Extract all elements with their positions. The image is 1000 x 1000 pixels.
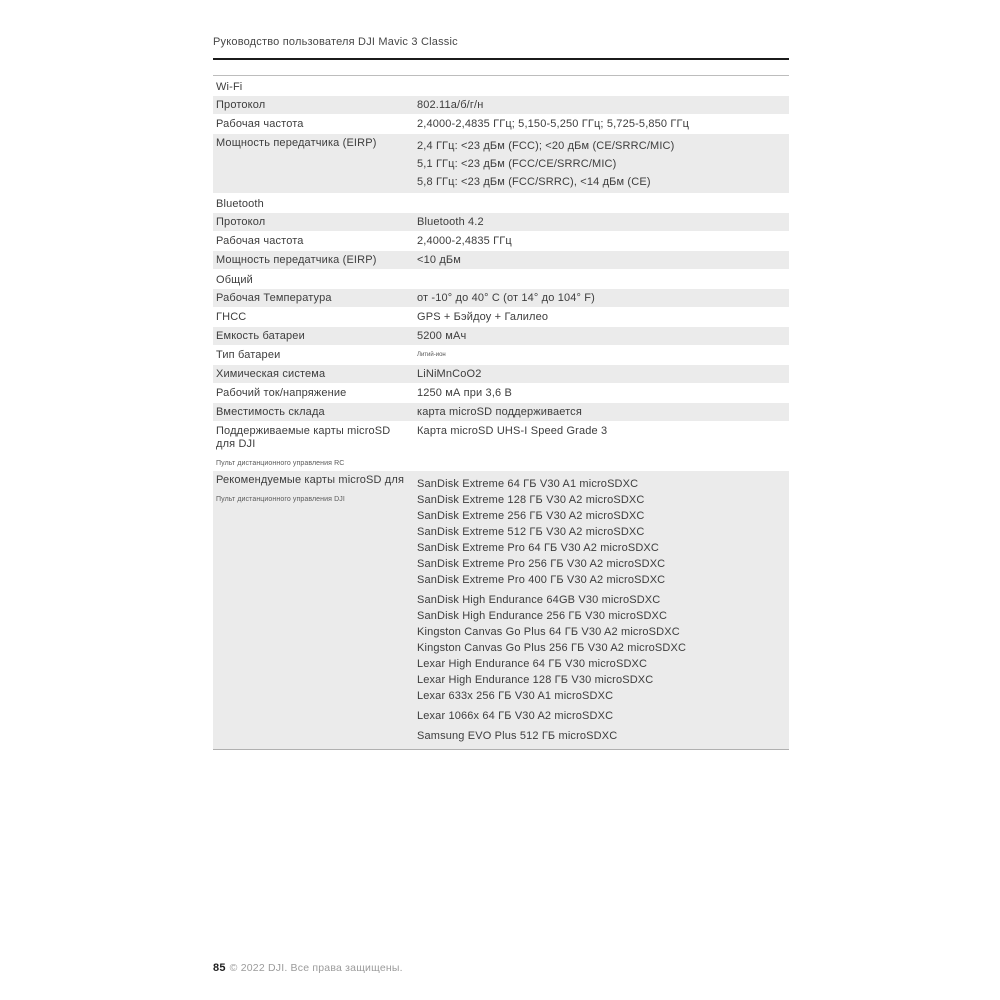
row-label-cell: [213, 96, 415, 114]
row-label: Мощность передатчика (EIRP): [216, 137, 377, 149]
row-label: Протокол: [216, 99, 266, 111]
spec-row: [213, 251, 789, 269]
row-value: SanDisk Extreme Pro 256 ГБ V30 A2 microSDXC: [417, 558, 666, 570]
spec-row: [213, 422, 789, 470]
row-value: SanDisk High Endurance 64GB V30 microSDXC: [417, 594, 661, 606]
row-value-cell: [415, 96, 789, 114]
section-title: Bluetooth: [216, 198, 264, 210]
row-value-cell: [415, 365, 789, 383]
row-value: Lexar High Endurance 128 ГБ V30 microSDXC: [417, 674, 654, 686]
row-label-cell: [213, 327, 415, 345]
row-value-cell: [415, 115, 789, 133]
row-label: Мощность передатчика (EIRP): [216, 254, 377, 266]
row-label-cell: [213, 365, 415, 383]
row-label-cell: [213, 115, 415, 133]
spec-row: [213, 471, 789, 750]
row-label-cell: [213, 422, 415, 470]
row-label: Рекомендуемые карты microSD для: [216, 474, 405, 486]
row-value: Литий-ион: [417, 352, 446, 358]
row-value: <10 дБм: [417, 254, 461, 266]
spec-row: [213, 213, 789, 231]
spec-row: [213, 289, 789, 307]
row-label-cell: [213, 384, 415, 402]
row-value-cell: [415, 134, 789, 193]
row-label-cell: [213, 346, 415, 364]
row-value: SanDisk Extreme 64 ГБ V30 A1 microSDXC: [417, 478, 639, 490]
row-value-cell: [415, 403, 789, 421]
section-header: [213, 270, 789, 288]
spec-table: [213, 77, 789, 750]
row-label-cell: [213, 289, 415, 307]
row-label: ГНСС: [216, 311, 247, 323]
spec-row: [213, 115, 789, 133]
row-label-cell: [213, 213, 415, 231]
row-value: Lexar High Endurance 64 ГБ V30 microSDXC: [417, 658, 648, 670]
row-value: Kingston Canvas Go Plus 256 ГБ V30 A2 microSDXC: [417, 642, 687, 654]
row-value: Lexar 1066x 64 ГБ V30 A2 microSDXC: [417, 710, 614, 722]
row-label-cell: [213, 134, 415, 193]
row-value-cell: [415, 232, 789, 250]
section-header: [213, 77, 789, 95]
section-title: Общий: [216, 274, 253, 286]
row-label-cell: [213, 308, 415, 326]
spec-row: [213, 134, 789, 193]
row-label: Протокол: [216, 216, 266, 228]
spec-row: [213, 96, 789, 114]
row-label: Рабочий ток/напряжение: [216, 387, 347, 399]
row-value-cell: [415, 213, 789, 231]
row-label: Тип батареи: [216, 349, 281, 361]
row-value: 2,4 ГГц: <23 дБм (FCC); <20 дБм (CE/SRRC/MIC): [417, 140, 675, 152]
row-value: SanDisk High Endurance 256 ГБ V30 microSDXC: [417, 610, 668, 622]
page-content: [213, 0, 789, 750]
doc-header-title: Руководство пользователя DJI Mavic 3 Classic: [213, 36, 458, 48]
row-value: LiNiMnCoO2: [417, 368, 482, 380]
section-header: [213, 194, 789, 212]
row-label-note: Пульт дистанционного управления DJI: [216, 496, 345, 503]
row-value: 2,4000-2,4835 ГГц: [417, 235, 512, 247]
row-value-cell: [415, 384, 789, 402]
row-value-cell: [415, 289, 789, 307]
row-value: Bluetooth 4.2: [417, 216, 484, 228]
row-label: Поддерживаемые карты microSD для DJI: [216, 425, 391, 450]
spec-row: [213, 384, 789, 402]
spec-row: [213, 232, 789, 250]
row-label-cell: [213, 471, 415, 749]
row-value: SanDisk Extreme 256 ГБ V30 A2 microSDXC: [417, 510, 645, 522]
row-value-cell: [415, 308, 789, 326]
row-label-note: Пульт дистанционного управления RC: [216, 460, 345, 467]
row-label-cell: [213, 251, 415, 269]
row-value-cell: [415, 471, 789, 749]
row-value: SanDisk Extreme 128 ГБ V30 A2 microSDXC: [417, 494, 645, 506]
spec-row: [213, 346, 789, 364]
row-label: Химическая система: [216, 368, 326, 380]
row-value: 5,8 ГГц: <23 дБм (FCC/SRRC), <14 дБм (CE): [417, 176, 651, 188]
section-title: Wi-Fi: [216, 81, 243, 93]
table-rule-thin: [213, 75, 789, 76]
row-value-cell: [415, 422, 789, 470]
spec-row: [213, 365, 789, 383]
spec-row: [213, 327, 789, 345]
row-value: Samsung EVO Plus 512 ГБ microSDXC: [417, 730, 618, 742]
row-label-cell: [213, 403, 415, 421]
row-value: 5,1 ГГц: <23 дБм (FCC/CE/SRRC/MIC): [417, 158, 617, 170]
row-label: Вместимость склада: [216, 406, 325, 418]
footer-page-number: 85: [213, 962, 226, 974]
row-value: Lexar 633x 256 ГБ V30 A1 microSDXC: [417, 690, 614, 702]
row-value: 802.11а/б/г/н: [417, 99, 484, 111]
row-label: Емкость батареи: [216, 330, 305, 342]
footer-copyright: © 2022 DJI. Все права защищены.: [229, 962, 403, 974]
row-label: Рабочая Температура: [216, 292, 332, 304]
row-value: SanDisk Extreme 512 ГБ V30 A2 microSDXC: [417, 526, 645, 538]
row-value: 1250 мА при 3,6 В: [417, 387, 512, 399]
spec-row: [213, 308, 789, 326]
row-value: Карта microSD UHS-I Speed Grade 3: [417, 425, 608, 437]
row-value: SanDisk Extreme Pro 400 ГБ V30 A2 microSDXC: [417, 574, 666, 586]
row-value: Kingston Canvas Go Plus 64 ГБ V30 A2 microSDXC: [417, 626, 680, 638]
row-label: Рабочая частота: [216, 118, 304, 130]
row-label: Рабочая частота: [216, 235, 304, 247]
row-value-cell: [415, 251, 789, 269]
page-footer: [213, 962, 403, 974]
header-rule-thick: [213, 58, 789, 60]
row-value: 2,4000-2,4835 ГГц; 5,150-5,250 ГГц; 5,725-5,850 ГГц: [417, 118, 690, 130]
row-value: карта microSD поддерживается: [417, 406, 582, 418]
row-value: от -10° до 40° C (от 14° до 104° F): [417, 292, 595, 304]
row-value: SanDisk Extreme Pro 64 ГБ V30 A2 microSDXC: [417, 542, 660, 554]
row-value-cell: [415, 346, 789, 364]
row-value-cell: [415, 327, 789, 345]
row-value: GPS + Бэйдоу + Галилео: [417, 311, 549, 323]
spec-row: [213, 403, 789, 421]
row-value: 5200 мАч: [417, 330, 467, 342]
row-label-cell: [213, 232, 415, 250]
